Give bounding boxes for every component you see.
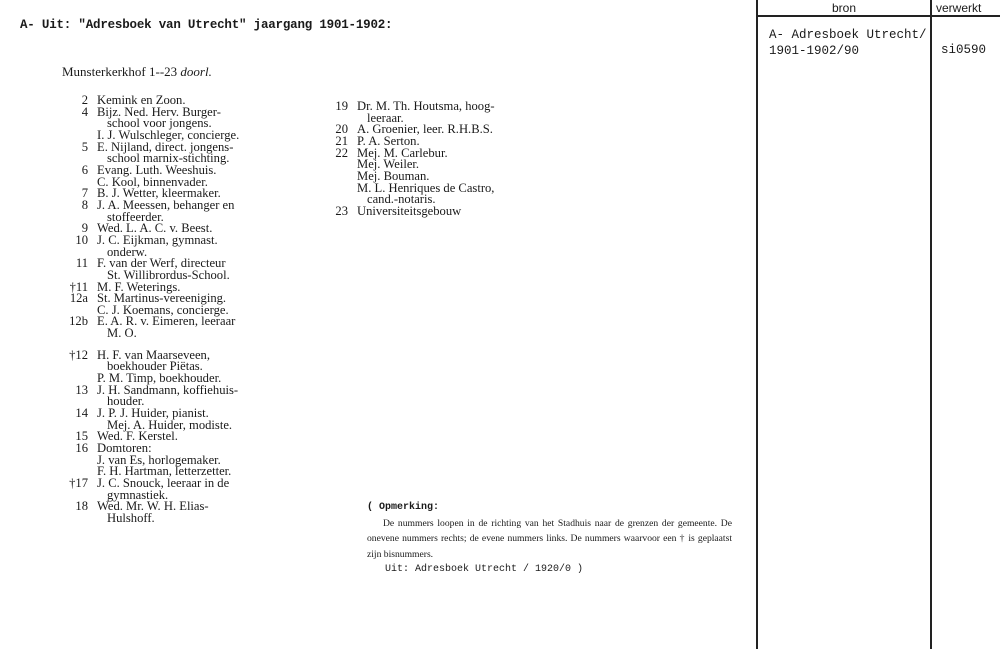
occupant-text: M. L. Henriques de Castro,	[357, 180, 495, 195]
occupant-text: J. C. Eijkman, gymnast.	[97, 232, 218, 247]
table-header-rule	[757, 15, 1000, 17]
house-number	[60, 177, 97, 189]
occupant-text: school voor jongens.	[107, 116, 212, 131]
house-number: †17	[69, 476, 88, 490]
address-entry	[60, 347, 290, 374]
house-number: 13	[75, 382, 88, 397]
occupant-text: M. O.	[107, 326, 137, 341]
house-number: 8	[81, 197, 88, 212]
bron-line: 1901-1902/90	[769, 44, 860, 58]
address-entry	[320, 124, 530, 136]
occupant-text: J. A. Meessen, behanger en	[97, 197, 235, 212]
address-list-left	[60, 95, 290, 525]
house-number: 16	[75, 441, 88, 456]
house-number	[320, 171, 357, 183]
header-verwerkt: verwerkt	[936, 1, 982, 15]
house-number: 9	[81, 221, 88, 236]
street-heading	[62, 64, 212, 80]
house-number: 4	[81, 104, 88, 119]
occupant-text: E. A. R. v. Eimeren, leeraar	[97, 314, 236, 329]
street-name: Munsterkerkhof 1--23	[62, 64, 178, 79]
table-divider-middle	[930, 0, 932, 649]
address-entry	[60, 382, 290, 409]
house-number: 10	[75, 232, 88, 247]
street-suffix: doorl.	[180, 64, 212, 79]
address-entry	[60, 431, 290, 443]
bron-line: A- Adresboek Utrecht/	[769, 28, 927, 42]
occupant-text: Dr. M. Th. Houtsma, hoog-	[357, 99, 495, 113]
header-bron: bron	[832, 1, 857, 15]
occupant-text: J. C. Snouck, leeraar in de	[97, 476, 230, 490]
occupant-text: Wed. F. Kerstel.	[97, 429, 178, 444]
occupant-text: I. J. Wulschleger, concierge.	[97, 127, 240, 142]
house-number: 23	[335, 203, 348, 218]
occupant-text: J. van Es, horlogemaker.	[97, 452, 221, 467]
occupant-text: A. Groenier, leer. R.H.B.S.	[357, 122, 493, 137]
remark-heading: ( Opmerking:	[367, 502, 440, 513]
house-number: 12a	[69, 291, 88, 306]
house-number	[320, 183, 357, 206]
occupant-text: F. van der Werf, directeur	[97, 256, 226, 271]
address-entry	[320, 145, 530, 160]
address-list-right	[320, 101, 530, 218]
occupant-text: J. P. J. Huider, pianist.	[97, 406, 209, 421]
occupant-text: M. F. Weterings.	[97, 279, 181, 294]
occupant-text: Bijz. Ned. Herv. Burger-	[97, 104, 221, 119]
house-number: 5	[81, 139, 88, 154]
address-entry	[60, 258, 290, 281]
remark-note	[367, 500, 732, 578]
house-number: 14	[75, 406, 88, 421]
house-number: 18	[75, 499, 88, 514]
occupant-text: F. H. Hartman, letterzetter.	[97, 464, 232, 479]
house-number: 20	[335, 122, 348, 137]
house-number: †12	[69, 347, 88, 362]
occupant-text: Mej. Bouman.	[357, 168, 430, 183]
verwerkt-cell: si0590	[941, 43, 987, 57]
occupant-text: Mej. A. Huider, modiste.	[107, 417, 233, 432]
occupant-text: Kemink en Zoon.	[97, 93, 186, 107]
house-number: 19	[335, 99, 348, 113]
address-entry	[60, 139, 290, 166]
house-number: 15	[75, 429, 88, 444]
house-number: 11	[75, 256, 88, 271]
occupant-text: P. M. Timp, boekhouder.	[97, 371, 222, 386]
occupant-text: H. F. van Maarseveen,	[97, 347, 210, 362]
address-entry	[60, 232, 290, 259]
address-entry	[320, 180, 530, 207]
occupant-text: C. J. Koemans, concierge.	[97, 302, 229, 317]
table-divider-left	[756, 0, 758, 649]
remark-source: Uit: Adresboek Utrecht / 1920/0 )	[385, 564, 584, 575]
occupant-text: gymnastiek.	[107, 487, 169, 502]
occupant-text: B. J. Wetter, kleermaker.	[97, 186, 221, 201]
house-number: †11	[69, 279, 88, 294]
address-entry	[60, 501, 290, 524]
occupant-text: Wed. L. A. C. v. Beest.	[97, 221, 213, 236]
occupant-text: stoffeerder.	[107, 209, 164, 224]
occupant-text: St. Willibrordus-School.	[107, 267, 230, 282]
address-entry	[60, 197, 290, 224]
document-title: A- Uit: "Adresboek van Utrecht" jaargang 1901-1902:	[20, 18, 393, 32]
house-number: 12b	[69, 314, 88, 329]
occupant-text: cand.-notaris.	[367, 192, 436, 207]
house-number	[320, 159, 357, 171]
occupant-text: school marnix-stichting.	[107, 151, 230, 166]
address-entry	[320, 203, 530, 218]
occupant-text: St. Martinus-vereeniging.	[97, 291, 227, 306]
house-number	[60, 455, 97, 467]
house-number: 7	[81, 186, 88, 201]
house-number: 6	[81, 162, 88, 177]
address-entry	[60, 104, 290, 131]
house-number: 21	[335, 133, 348, 148]
bron-cell	[769, 27, 927, 59]
address-entry	[60, 408, 290, 431]
house-number: 22	[335, 145, 348, 160]
occupant-text: leeraar.	[367, 110, 404, 125]
remark-body: De nummers loopen in de richting van het Stadhuis naar de grenzen der gemeente. De onevene nummers rechts; de evene nummers links. De nummers waarvoor een † is geplaatst zijn bisnummers.	[367, 517, 732, 560]
occupant-text: Hulshoff.	[107, 510, 155, 525]
occupant-text: P. A. Serton.	[357, 133, 420, 148]
occupant-text: houder.	[107, 394, 145, 409]
occupant-text: Mej. M. Carlebur.	[357, 145, 448, 160]
address-entry	[60, 316, 290, 339]
house-number: 2	[81, 93, 88, 107]
occupant-text: Universiteitsgebouw	[357, 203, 462, 218]
occupant-text: Wed. Mr. W. H. Elias-	[97, 499, 209, 514]
address-entry	[320, 101, 530, 124]
occupant-text: Mej. Weiler.	[357, 157, 420, 172]
occupant-text: E. Nijland, direct. jongens-	[97, 139, 234, 154]
address-entry	[60, 478, 290, 501]
house-number	[60, 130, 97, 142]
occupant-text: C. Kool, binnenvader.	[97, 174, 208, 189]
occupant-text: J. H. Sandmann, koffiehuis-	[97, 382, 239, 397]
occupant-text: boekhouder Piëtas.	[107, 359, 203, 374]
occupant-text: Evang. Luth. Weeshuis.	[97, 162, 217, 177]
occupant-text: onderw.	[107, 244, 148, 259]
occupant-text: Domtoren:	[97, 441, 152, 456]
